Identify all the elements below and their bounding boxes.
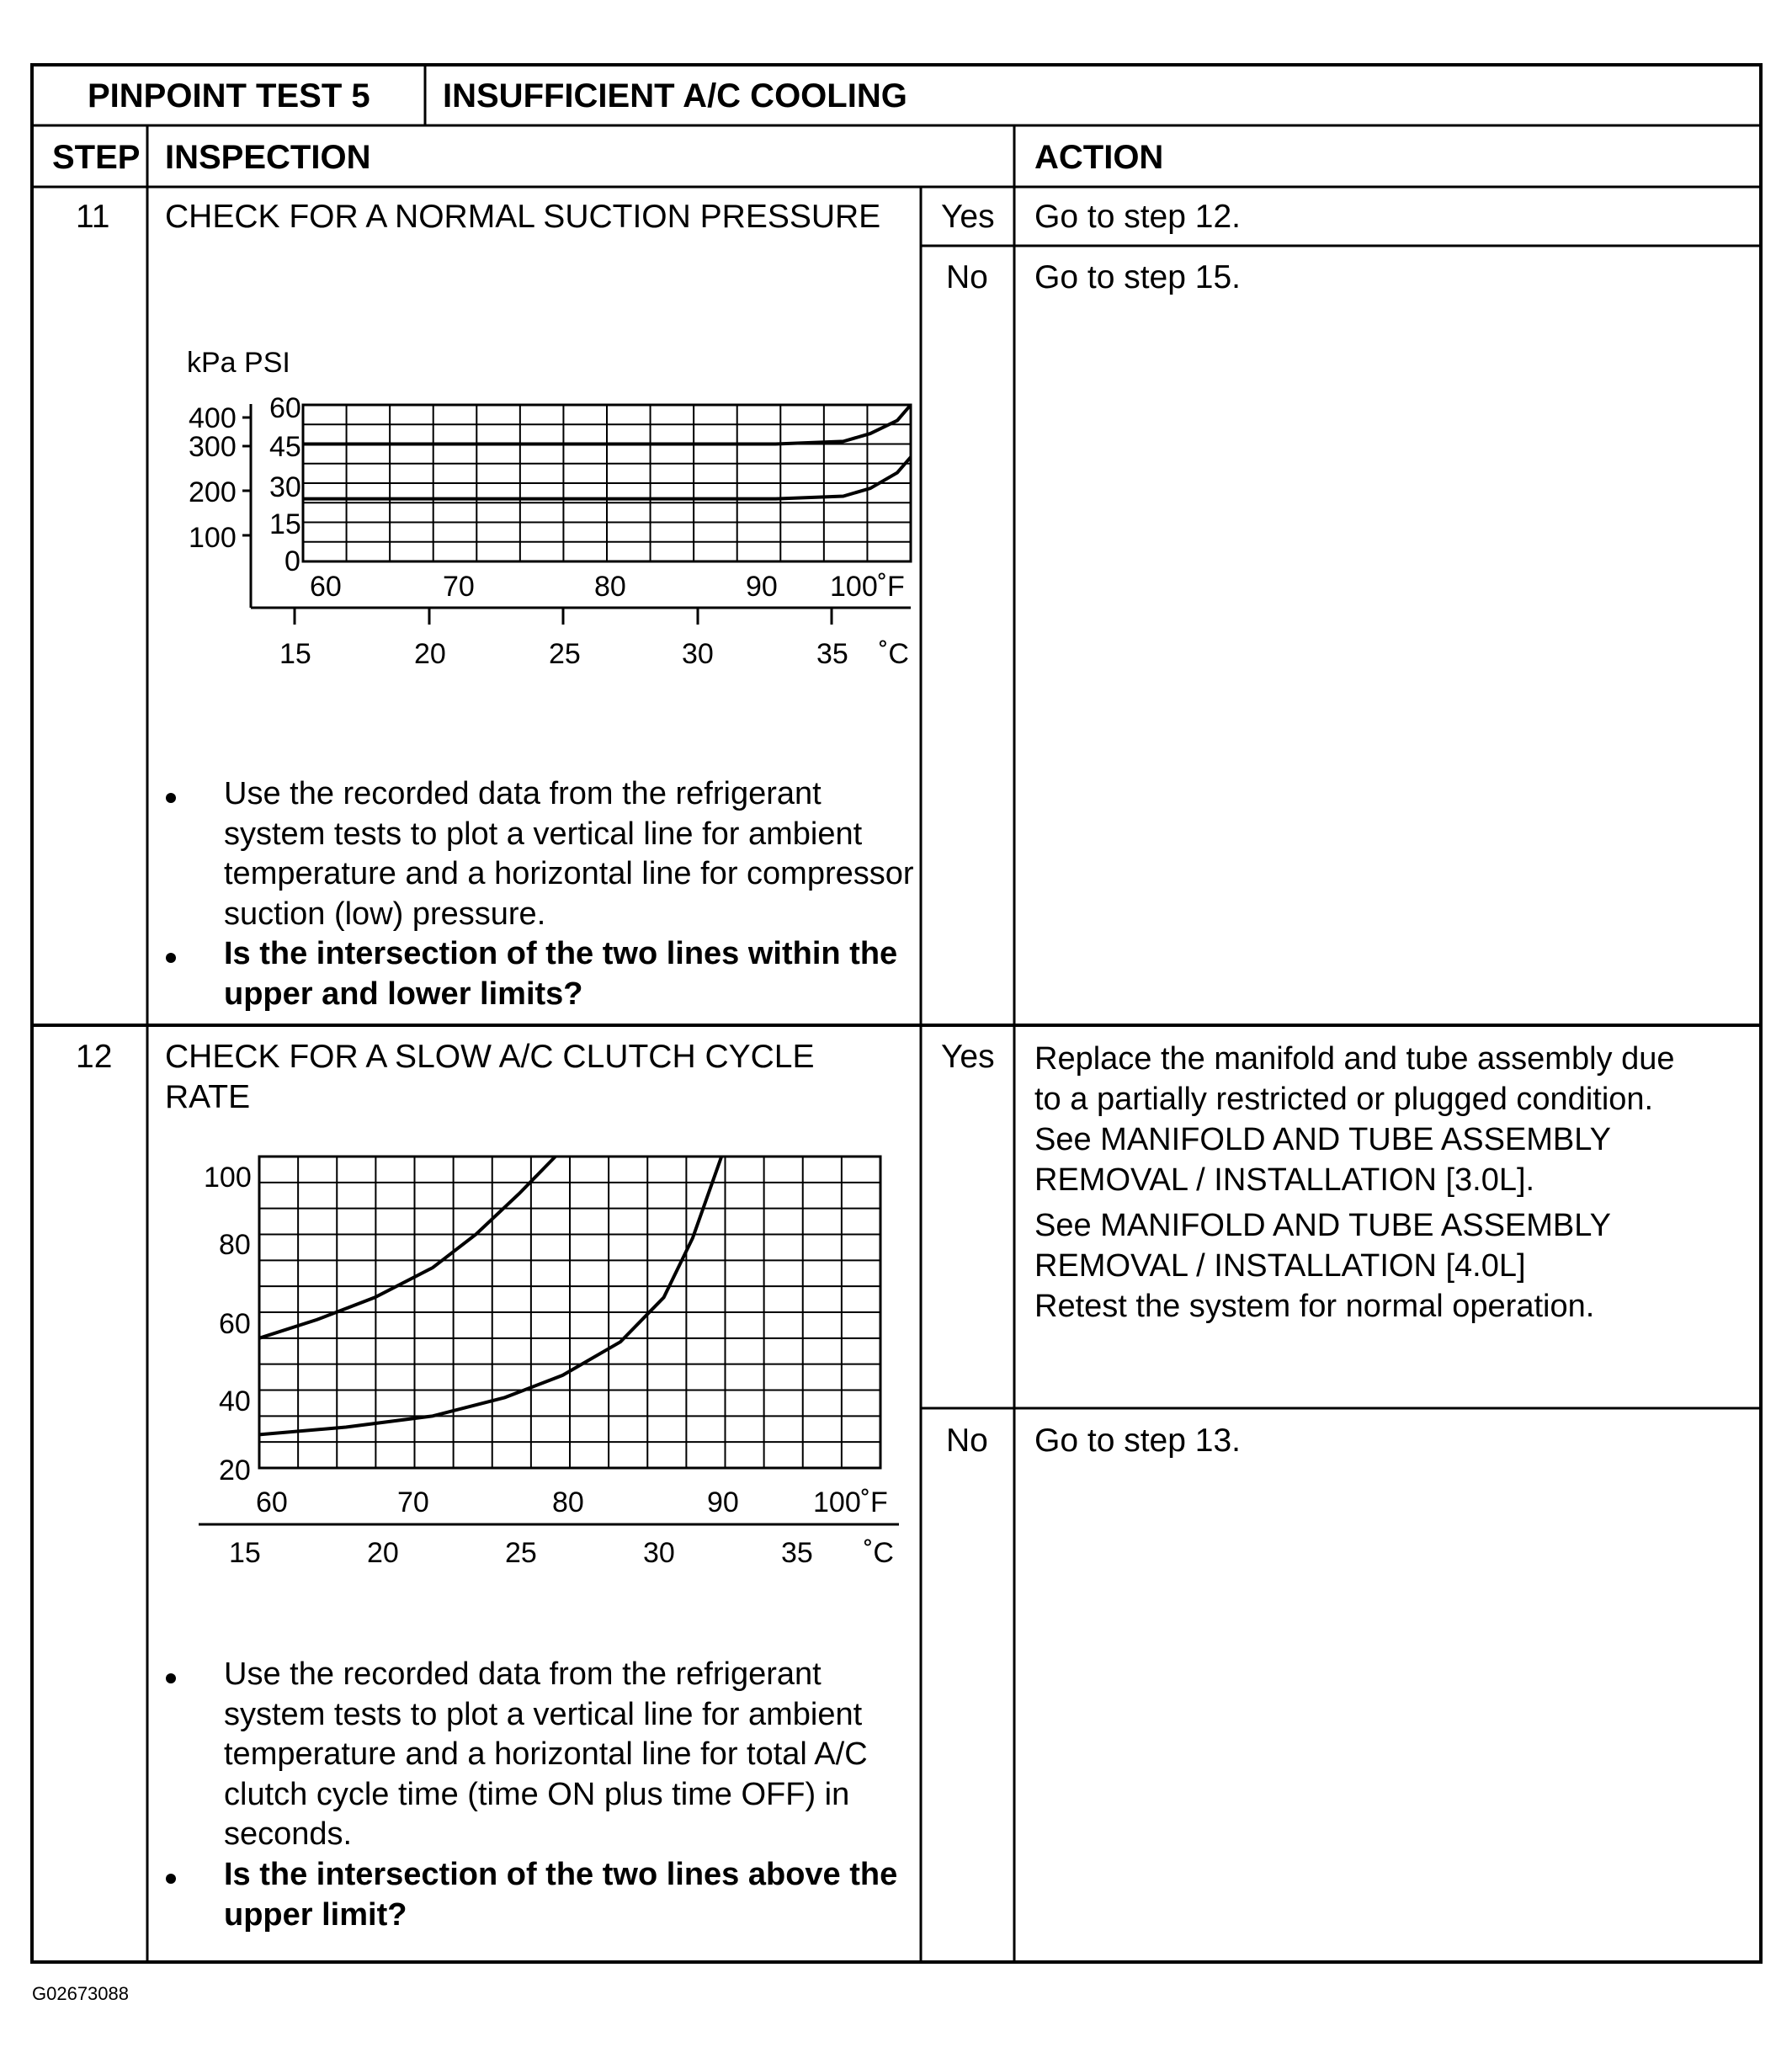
chart-1-y-kpa-400: 400: [189, 402, 237, 434]
chart-2-x-f-60: 60: [256, 1486, 288, 1518]
chart-1-x-f-80: 80: [594, 571, 626, 603]
step-12-yes-label: Yes: [941, 1039, 995, 1075]
chart-2-x-f-70: 70: [397, 1486, 429, 1518]
chart-2-y-100: 100: [204, 1162, 252, 1194]
step-11-bullet-2: Is the intersection of the two lines within the upper and lower limits?: [224, 936, 898, 1012]
step-11-bullet-1: Use the recorded data from the refrigerant system tests to plot a vertical line for ambient temperature and a horizontal line for compressor suction (low) pressure.: [224, 776, 914, 932]
step-12-bullet-1: Use the recorded data from the refrigerant system tests to plot a vertical line for ambient temperature and a horizontal line for total A/C clutch cycle time (time ON plus time OFF) in seconds.: [224, 1657, 868, 1852]
chart-2-y-80: 80: [219, 1229, 251, 1261]
chart-1-y-psi-60: 60: [269, 392, 301, 424]
step-12-bullet-2: Is the intersection of the two lines above the upper limit?: [224, 1857, 898, 1933]
chart-2-x-f-90: 90: [707, 1486, 739, 1518]
chart-1-ylabel: kPa PSI: [187, 347, 290, 379]
step-12-no-action: Go to step 13.: [1034, 1423, 1241, 1459]
step-12-title-line-1: CHECK FOR A SLOW A/C CLUTCH CYCLE: [165, 1039, 815, 1075]
step-12-yes-action-line: See MANIFOLD AND TUBE ASSEMBLY: [1034, 1122, 1611, 1157]
chart-1-y-kpa-300: 300: [189, 431, 237, 463]
chart-2-y-40: 40: [219, 1385, 251, 1417]
chart-2-x-c-25: 25: [505, 1537, 537, 1569]
chart-1-y-psi-45: 45: [269, 431, 301, 463]
column-header-inspection: INSPECTION: [165, 139, 371, 176]
step-12-yes-action: [1034, 1039, 1674, 1327]
chart-2-x-c-35: 35: [781, 1537, 813, 1569]
column-header-action: ACTION: [1034, 139, 1164, 176]
chart-1-x-c-unit: ˚C: [879, 638, 909, 670]
chart-1-x-c-30: 30: [682, 638, 714, 670]
chart-2-y-20: 20: [219, 1454, 251, 1486]
chart-2-x-f-100: 100˚F: [813, 1486, 888, 1518]
step-12-yes-action-line: Retest the system for normal operation.: [1034, 1289, 1595, 1324]
step-12-title-line-2: RATE: [165, 1079, 251, 1115]
step-11-yes-label: Yes: [941, 199, 995, 235]
step-12-yes-action-line: See MANIFOLD AND TUBE ASSEMBLY: [1034, 1208, 1611, 1243]
chart-1-x-f-90: 90: [746, 571, 778, 603]
test-label: PINPOINT TEST 5: [88, 77, 370, 114]
step-12-yes-action-line: to a partially restricted or plugged condition.: [1034, 1082, 1654, 1117]
chart-1-y-psi-30: 30: [269, 471, 301, 503]
step-11-bullet-1-dot: [166, 793, 176, 803]
chart-1-x-f-100: 100˚F: [830, 571, 905, 603]
figure-code: G02673088: [32, 1983, 129, 2004]
step-12-bullet-1-dot: [166, 1673, 176, 1683]
step-11-bullet-2-dot: [166, 953, 176, 963]
chart-1-x-c-15: 15: [279, 638, 311, 670]
step-12-yes-action-line: REMOVAL / INSTALLATION [3.0L].: [1034, 1162, 1535, 1198]
chart-1-x-c-20: 20: [414, 638, 446, 670]
step-11-no-label: No: [946, 259, 988, 295]
step-11-no-action: Go to step 15.: [1034, 259, 1241, 295]
chart-1-x-f-60: 60: [310, 571, 342, 603]
chart-1-y-kpa-100: 100: [189, 522, 237, 554]
chart-2-x-c-20: 20: [367, 1537, 399, 1569]
chart-2-y-60: 60: [219, 1308, 251, 1340]
chart-1-x-c-35: 35: [816, 638, 848, 670]
column-header-step: STEP: [52, 139, 141, 176]
step-12-bullet-2-dot: [166, 1874, 176, 1884]
step-12-yes-action-line: Replace the manifold and tube assembly due: [1034, 1041, 1675, 1077]
step-11-title: CHECK FOR A NORMAL SUCTION PRESSURE: [165, 199, 881, 235]
chart-1-x-c-25: 25: [549, 638, 581, 670]
chart-2-x-c-15: 15: [229, 1537, 261, 1569]
chart-2-x-f-80: 80: [552, 1486, 584, 1518]
step-11-number: 11: [76, 199, 110, 235]
step-12-number: 12: [76, 1039, 113, 1075]
chart-2-x-c-unit: ˚C: [864, 1537, 894, 1569]
step-12-yes-action-line: REMOVAL / INSTALLATION [4.0L]: [1034, 1248, 1526, 1284]
chart-2-x-c-30: 30: [643, 1537, 675, 1569]
step-11-yes-action: Go to step 12.: [1034, 199, 1241, 235]
chart-1-y-psi-15: 15: [269, 508, 301, 540]
test-title: INSUFFICIENT A/C COOLING: [443, 77, 907, 114]
step-12-no-label: No: [946, 1423, 988, 1459]
chart-1-y-psi-0: 0: [284, 545, 300, 577]
chart-1-y-kpa-200: 200: [189, 476, 237, 508]
chart-1-x-f-70: 70: [443, 571, 475, 603]
